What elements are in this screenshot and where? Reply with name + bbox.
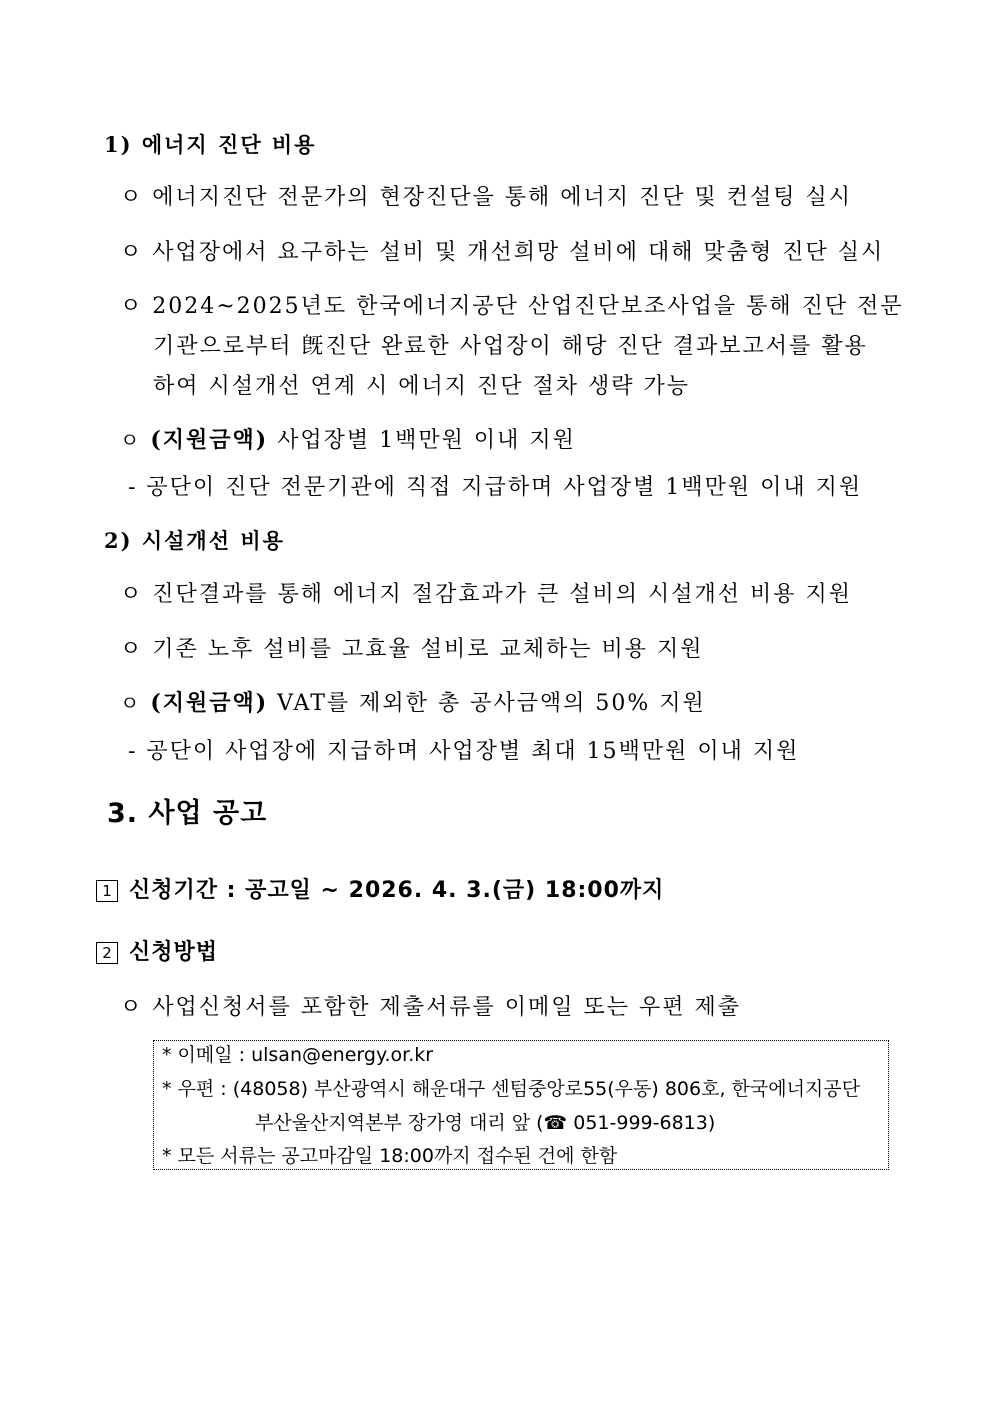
- section-1-bullet-3-line-2: 기관으로부터 旣진단 완료한 사업장이 해당 진단 결과보고서를 활용: [153, 334, 868, 359]
- section-1-bullet-1: ㅇ 에너지진단 전문가의 현장진단을 통해 에너지 진단 및 컨설팅 실시: [120, 185, 852, 210]
- section-2-amount: [120, 688, 706, 719]
- section-2-amount-label: (지원금액): [150, 690, 269, 716]
- section-1-bullet-3-line-1: ㅇ 2024~2025년도 한국에너지공단 산업진단보조사업을 통해 진단 전문: [120, 294, 904, 319]
- section-2-bullet-1: ㅇ 진단결과를 통해 에너지 절감효과가 큰 설비의 시설개선 비용 지원: [120, 582, 852, 607]
- section-2-amount-text: VAT를 제외한 총 공사금액의 50% 지원: [277, 691, 706, 716]
- section-1-amount-text: 사업장별 1백만원 이내 지원: [277, 428, 576, 453]
- item-1-number-box: 1: [96, 880, 118, 902]
- section-1-bullet-2: ㅇ 사업장에서 요구하는 설비 및 개선희망 설비에 대해 맞춤형 진단 실시: [120, 240, 885, 265]
- note-email: * 이메일 : ulsan@energy.or.kr: [162, 1044, 434, 1066]
- note-post-line-2: 부산울산지역본부 장가영 대리 앞 (☎ 051-999-6813): [255, 1112, 716, 1134]
- application-method-title: 신청방법: [129, 940, 219, 965]
- notice-title: 3. 사업 공고: [107, 798, 268, 829]
- application-method-text: ㅇ 사업신청서를 포함한 제출서류를 이메일 또는 우편 제출: [120, 995, 742, 1020]
- section-2-title: 2) 시설개선 비용: [104, 528, 285, 553]
- section-1-title: 1) 에너지 진단 비용: [104, 132, 317, 157]
- section-2-amount-detail: - 공단이 사업장에 지급하며 사업장별 최대 15백만원 이내 지원: [128, 739, 800, 764]
- section-2-bullet-2: ㅇ 기존 노후 설비를 고효율 설비로 교체하는 비용 지원: [120, 637, 704, 662]
- note-deadline: * 모든 서류는 공고마감일 18:00까지 접수된 건에 한함: [162, 1145, 618, 1167]
- item-2-number-box: 2: [96, 942, 118, 964]
- note-post-line-1: * 우편 : (48058) 부산광역시 해운대구 센텀중앙로55(우동) 806호, 한국에너지공단: [162, 1078, 860, 1100]
- section-1-amount: [120, 425, 576, 456]
- bullet-mark: ㅇ: [120, 428, 142, 452]
- bullet-mark: ㅇ: [120, 691, 142, 715]
- section-1-amount-detail: - 공단이 진단 전문기관에 직접 지급하며 사업장별 1백만원 이내 지원: [128, 475, 863, 500]
- application-period: 신청기간 : 공고일 ~ 2026. 4. 3.(금) 18:00까지: [129, 878, 665, 903]
- submission-notes-box: [153, 1040, 889, 1170]
- section-1-bullet-3-line-3: 하여 시설개선 연계 시 에너지 진단 절차 생략 가능: [153, 374, 690, 399]
- section-1-amount-label: (지원금액): [150, 427, 269, 453]
